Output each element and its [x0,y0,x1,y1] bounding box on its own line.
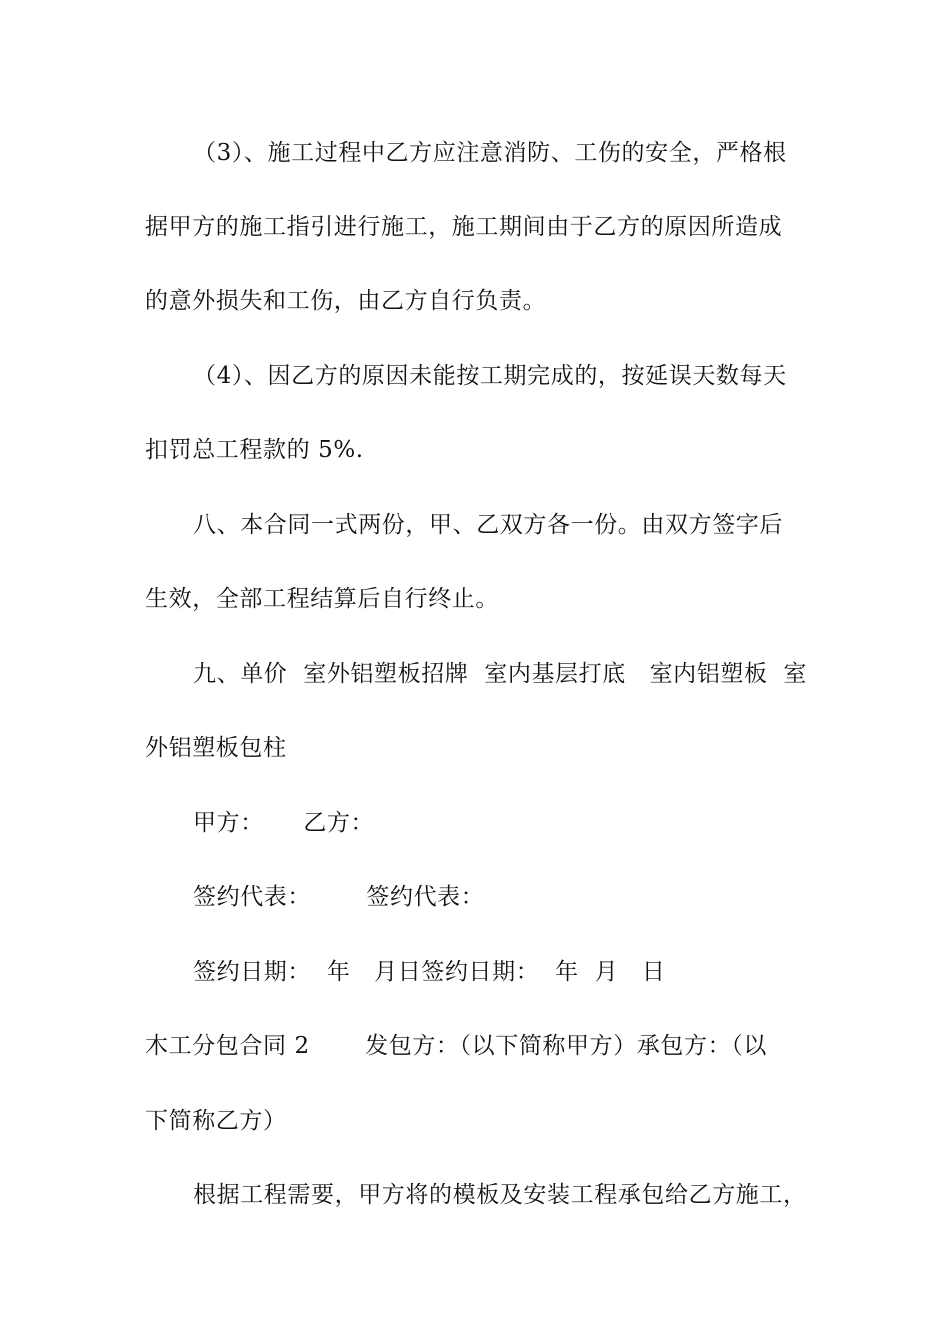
contract-2-heading-line-2: 下简称乙方） [145,1108,287,1134]
clause-3-line-1: （3）、施工过程中乙方应注意消防、工伤的安全，严格根 [193,140,787,166]
clause-9-line-1: 九、单价 室外铝塑板招牌 室内基层打底 室内铝塑板 室 [193,661,807,687]
representatives-line: 签约代表： 签约代表： [193,884,485,910]
clause-8-line-1: 八、本合同一式两份，甲、乙双方各一份。由双方签字后 [193,512,783,538]
clause-9-line-2: 外铝塑板包柱 [145,735,287,761]
clause-3-line-3: 的意外损失和工伤，由乙方自行负责。 [145,288,547,314]
contract-2-heading-line-1: 木工分包合同 2 发包方：（以下简称甲方）承包方：（以 [145,1033,767,1059]
contract-2-body-line-1: 根据工程需要，甲方将的模板及安装工程承包给乙方施工， [193,1182,807,1208]
clause-8-line-2: 生效，全部工程结算后自行终止。 [145,586,499,612]
clause-4-line-2: 扣罚总工程款的 5%. [145,437,364,463]
signing-date-line: 签约日期： 年 月日签约日期： 年 月 日 [193,959,666,985]
parties-line: 甲方： 乙方： [193,810,375,836]
clause-3-line-2: 据甲方的施工指引进行施工，施工期间由于乙方的原因所造成 [145,214,783,240]
clause-4-line-1: （4）、因乙方的原因未能按工期完成的，按延误天数每天 [193,363,787,389]
